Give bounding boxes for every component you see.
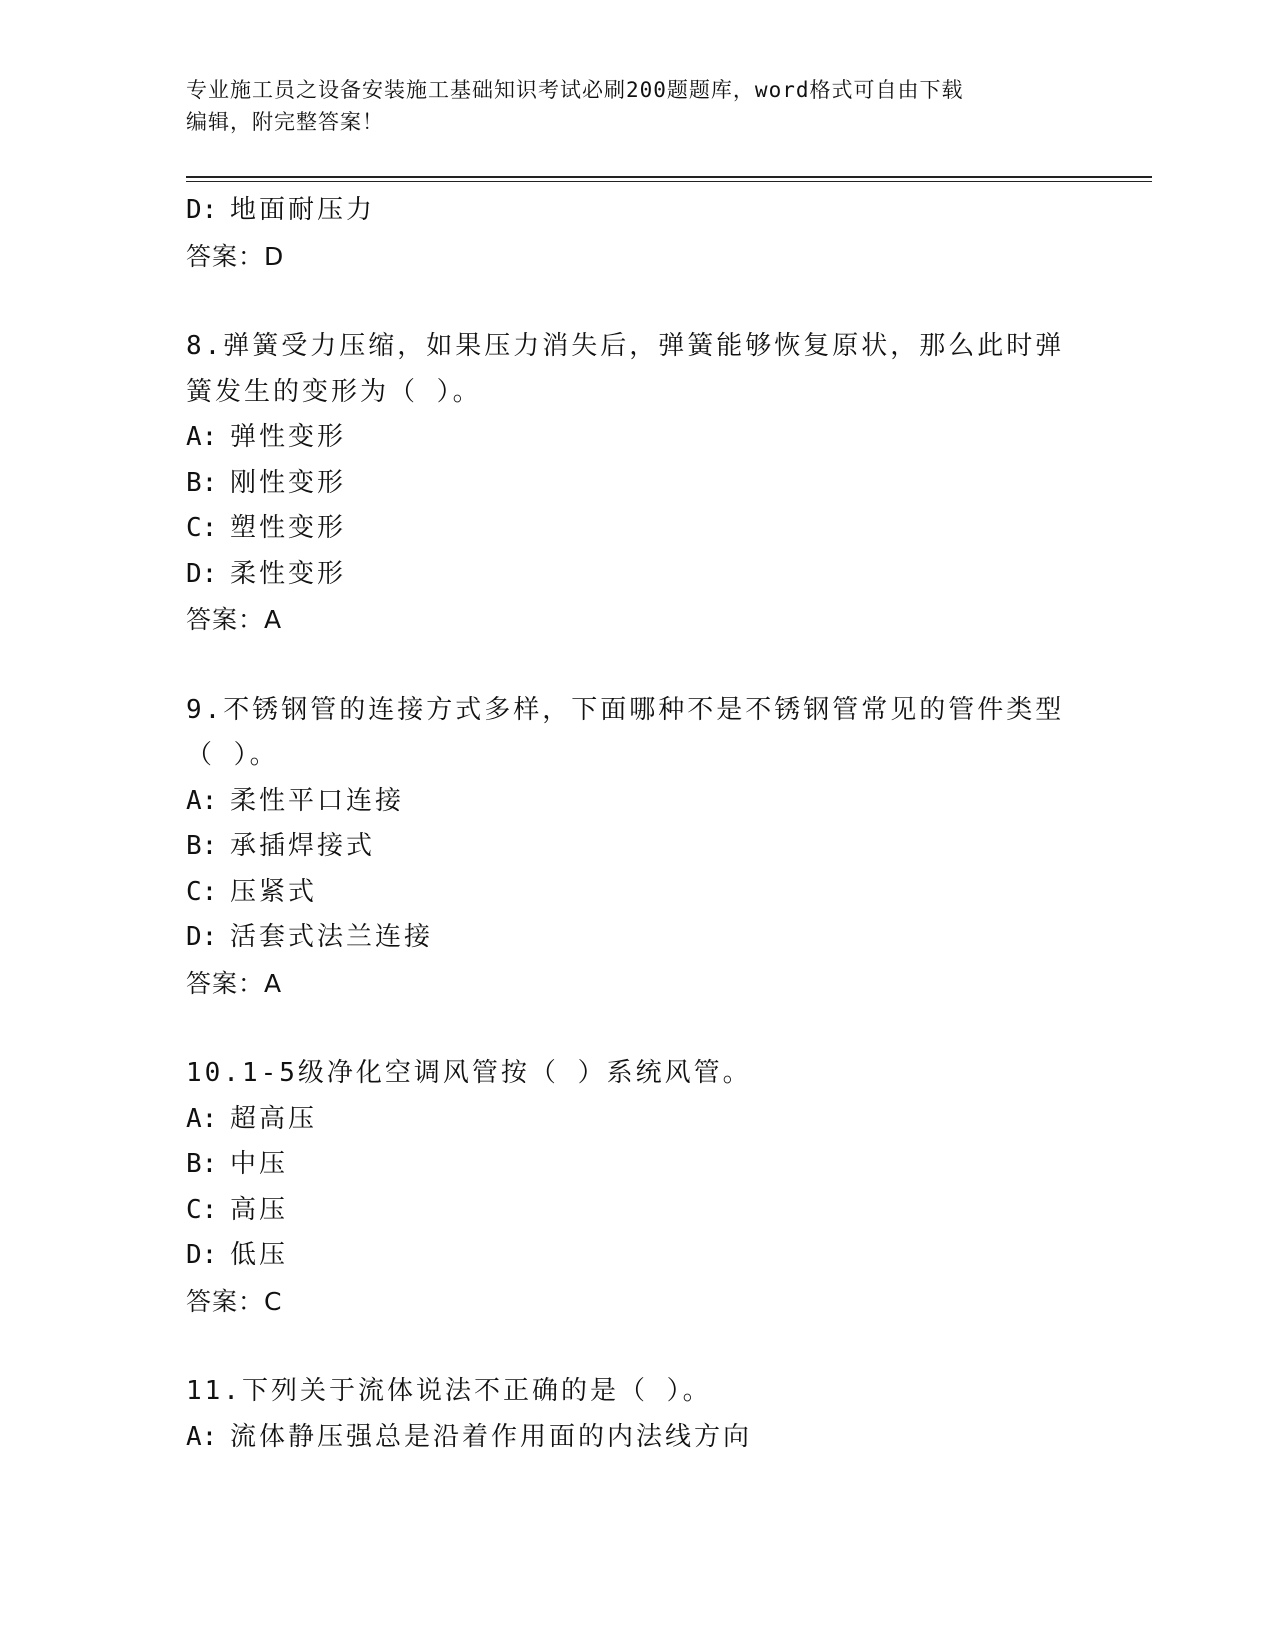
question-stem: 10.1-5级净化空调风管按（ ）系统风管。	[186, 1058, 752, 1088]
option-text: 压紧式	[230, 876, 318, 907]
spacer	[186, 1324, 1086, 1369]
header-title-line2: 编辑，附完整答案！	[186, 110, 384, 134]
option-letter: A:	[186, 1421, 218, 1452]
option-text: 活套式法兰连接	[230, 922, 434, 952]
option-letter: C:	[186, 876, 218, 907]
question-list	[186, 188, 1086, 1460]
option-text: 柔性平口连接	[230, 785, 405, 816]
option-row	[186, 1188, 1086, 1234]
option-text: 地面耐压力	[230, 195, 376, 225]
answer-line: 答案：D	[186, 241, 285, 271]
option-text: 中压	[230, 1149, 289, 1179]
answer-line: 答案：A	[186, 968, 283, 998]
option-row	[186, 779, 1086, 825]
option-text: 流体静压强总是沿着作用面的内法线方向	[230, 1421, 753, 1452]
option-letter: A:	[186, 785, 218, 816]
option-row	[186, 1142, 1086, 1188]
option-row	[186, 1233, 1086, 1279]
header-divider-thin	[186, 181, 1152, 182]
spacer	[186, 1006, 1086, 1051]
question-stem: 11.下列关于流体说法不正确的是（ ）。	[186, 1376, 712, 1406]
option-text: 刚性变形	[230, 467, 347, 498]
option-row	[186, 506, 1086, 552]
option-text: 柔性变形	[230, 558, 347, 589]
option-letter: B:	[186, 831, 218, 861]
question-stem: 簧发生的变形为（ ）。	[186, 376, 482, 407]
question-stem: 9.不锈钢管的连接方式多样，下面哪种不是不锈钢管常见的管件类型	[186, 694, 1065, 725]
option-row	[186, 415, 1086, 461]
header-title-line1: 专业施工员之设备安装施工基础知识考试必刷200题题库，word格式可自由下载	[186, 78, 964, 102]
option-letter: A:	[186, 1103, 218, 1134]
option-row	[186, 870, 1086, 916]
option-text: 弹性变形	[230, 422, 347, 452]
option-letter: C:	[186, 513, 218, 543]
option-text: 高压	[230, 1194, 289, 1225]
option-text: 塑性变形	[230, 513, 347, 543]
option-row	[186, 461, 1086, 507]
question-stem: （ ）。	[186, 740, 279, 770]
spacer	[186, 279, 1086, 324]
question-stem: 8.弹簧受力压缩，如果压力消失后，弹簧能够恢复原状，那么此时弹	[186, 331, 1065, 361]
question-block	[186, 1051, 1086, 1324]
option-text: 低压	[230, 1240, 289, 1270]
option-row	[186, 188, 1086, 234]
option-row	[186, 1415, 1086, 1461]
option-letter: B:	[186, 467, 218, 498]
option-text: 承插焊接式	[230, 831, 376, 861]
option-letter: D:	[186, 195, 218, 225]
option-text: 超高压	[230, 1103, 318, 1134]
spacer	[186, 643, 1086, 688]
option-letter: C:	[186, 1194, 218, 1225]
document-header	[186, 74, 1086, 138]
question-block	[186, 1369, 1086, 1460]
option-row	[186, 1097, 1086, 1143]
option-row	[186, 915, 1086, 961]
answer-line: 答案：C	[186, 1286, 283, 1316]
option-row	[186, 824, 1086, 870]
option-letter: D:	[186, 558, 218, 589]
header-divider-thick	[186, 176, 1152, 178]
answer-line: 答案：A	[186, 605, 283, 634]
option-row	[186, 552, 1086, 598]
option-letter: A:	[186, 422, 218, 452]
question-block	[186, 324, 1086, 643]
option-letter: B:	[186, 1149, 218, 1179]
question-block	[186, 688, 1086, 1007]
option-letter: D:	[186, 1240, 218, 1270]
option-letter: D:	[186, 922, 218, 952]
